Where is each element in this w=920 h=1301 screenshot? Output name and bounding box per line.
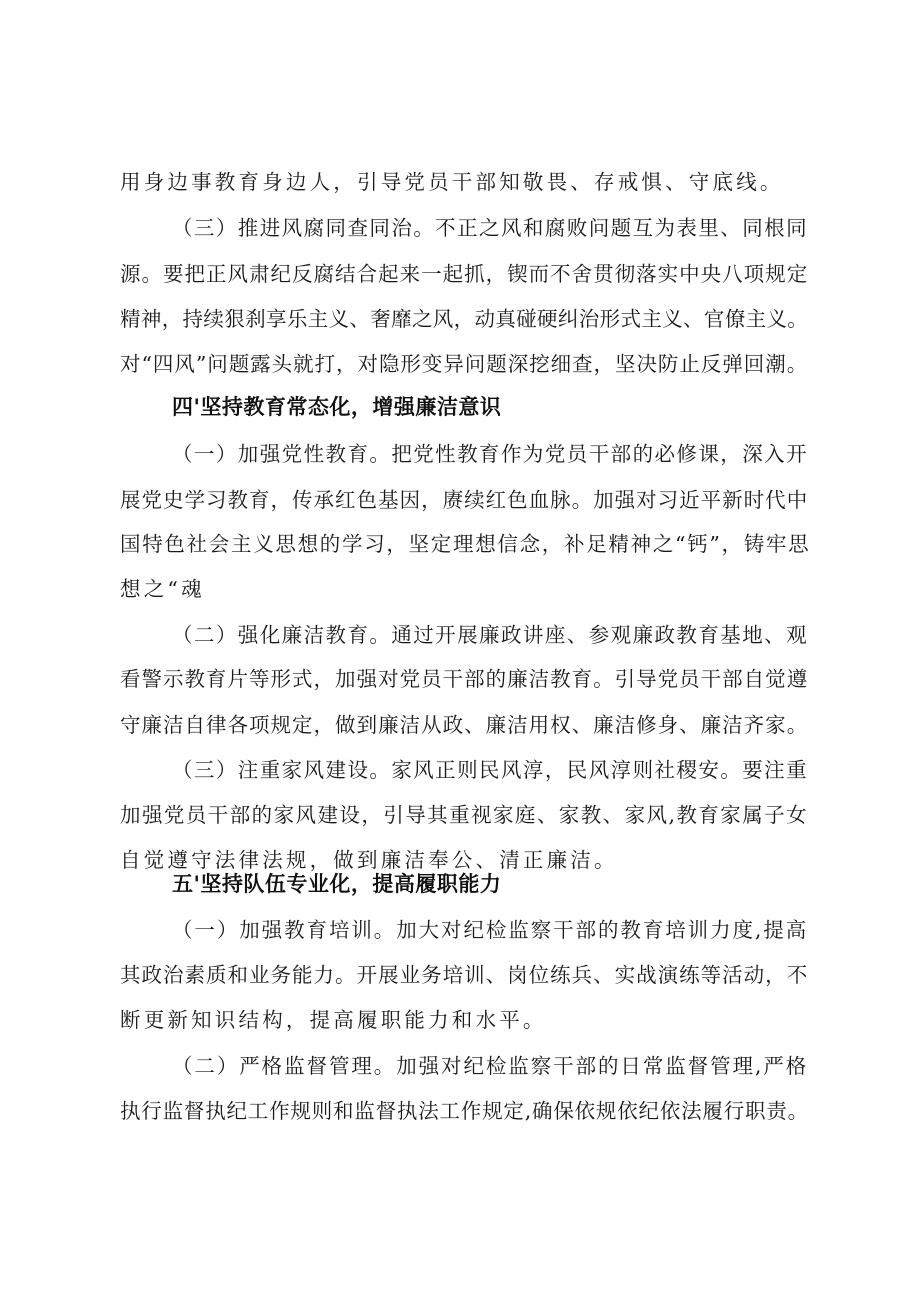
- paragraph-line: 看警示教育片等形式，加强对党员干部的廉洁教育。引导党员干部自觉遵: [120, 667, 808, 691]
- paragraph-line: 其政治素质和业务能力。开展业务培训、岗位练兵、实战演练等活动，不: [120, 963, 808, 987]
- paragraph-line: 想之“魂: [120, 577, 205, 601]
- section-heading-4: 四'坚持教育常态化，增强廉洁意识: [172, 395, 502, 419]
- paragraph-line: （一）加强党性教育。把党性教育作为党员干部的必修课，深入开: [172, 442, 808, 466]
- paragraph-line: （二）强化廉洁教育。通过开展廉政讲座、参观廉政教育基地、观: [172, 623, 808, 647]
- paragraph-line: （三）注重家风建设。家风正则民风淳，民风淳则社稷安。要注重: [172, 758, 808, 782]
- paragraph-line: 断更新知识结构，提高履职能力和水平。: [120, 1008, 547, 1032]
- paragraph-line: 自觉遵守法律法规，做到廉洁奉公、清正廉洁。: [120, 848, 618, 872]
- section-heading-5: 五'坚持队伍专业化，提高履职能力: [172, 872, 502, 896]
- paragraph-line: 执行监督执纪工作规则和监督执法工作规定,确保依规依纪依法履行职责。: [120, 1099, 809, 1123]
- paragraph-line: 对“四风”问题露头就打，对隐形变异问题深挖细查，坚决防止反弹回潮。: [120, 352, 808, 376]
- paragraph-line: 用身边事教育身边人，引导党员干部知敬畏、存戒惧、守底线。: [120, 170, 784, 194]
- paragraph-line: 精神，持续狠刹享乐主义、奢靡之风，动真碰硬纠治形式主义、官僚主义。: [120, 307, 808, 331]
- paragraph-line: （三）推进风腐同查同治。不正之风和腐败问题互为表里、同根同: [172, 216, 808, 240]
- paragraph-line: 源。要把正风肃纪反腐结合起来一起抓，锲而不舍贯彻落实中央八项规定: [120, 262, 808, 286]
- paragraph-line: 加强党员干部的家风建设，引导其重视家庭、家教、家风,教育家属子女: [120, 803, 808, 827]
- paragraph-line: （二）严格监督管理。加强对纪检监察干部的日常监督管理,严格: [172, 1054, 808, 1078]
- paragraph-line: 展党史学习教育，传承红色基因，赓续红色血脉。加强对习近平新时代中: [120, 488, 808, 512]
- paragraph-line: 守廉洁自律各项规定，做到廉洁从政、廉洁用权、廉洁修身、廉洁齐家。: [120, 713, 808, 737]
- paragraph-line: 国特色社会主义思想的学习，坚定理想信念，补足精神之“钙”，铸牢思: [120, 532, 811, 556]
- paragraph-line: （一）加强教育培训。加大对纪检监察干部的教育培训力度,提高: [172, 918, 808, 942]
